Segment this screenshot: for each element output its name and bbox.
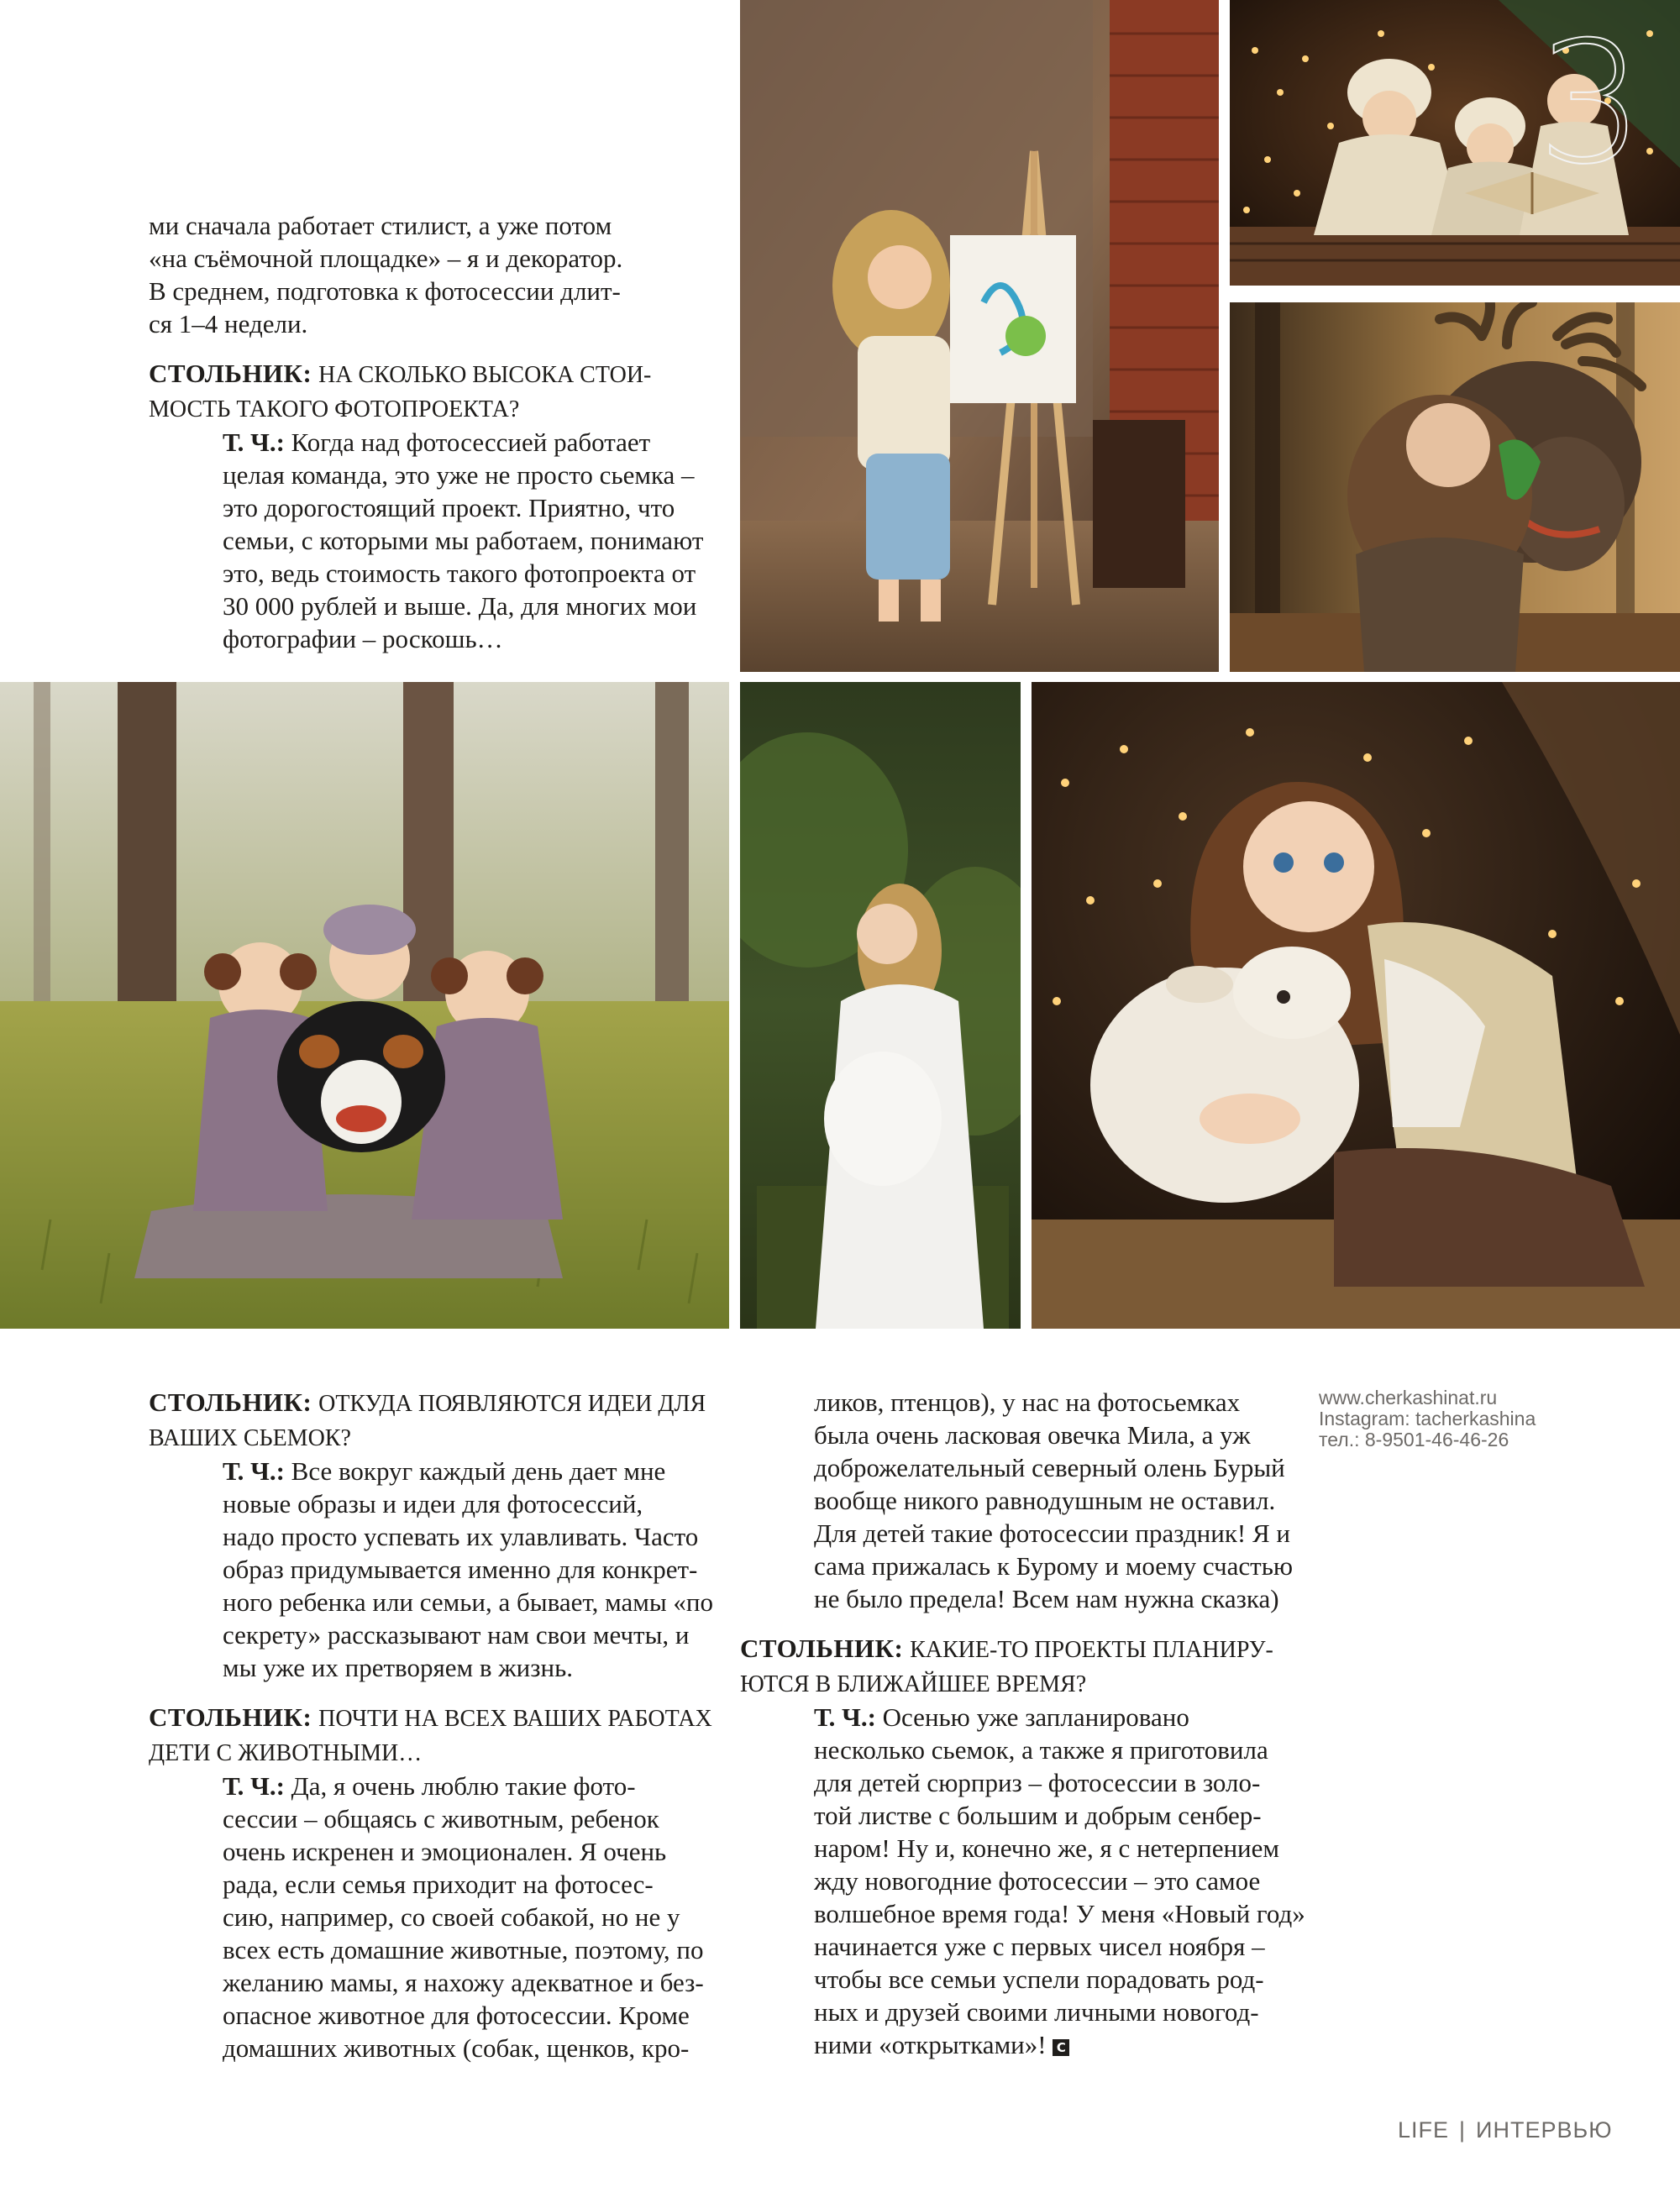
answer-line: волшебное время года! У меня «Новый год»: [814, 1899, 1305, 1928]
instagram-handle: Instagram: tacherkashina: [1319, 1408, 1536, 1429]
answer-line: вообще никого равнодушным не оставил.: [814, 1486, 1276, 1515]
answer-line: рада, если семья приходит на фотосес-: [223, 1870, 654, 1899]
answer-line: не было предела! Всем нам нужна сказка): [814, 1584, 1279, 1613]
answer-line: новые образы и идеи для фотосессий,: [223, 1489, 643, 1518]
answer-line: доброжелательный северный олень Бурый: [814, 1453, 1285, 1482]
end-of-article-mark: С: [1053, 2039, 1069, 2056]
answer-line: очень искренен и эмоционален. Я очень: [223, 1837, 667, 1866]
answer-line: чтобы все семьи успели порадовать род-: [814, 1964, 1264, 1994]
answer-line: сама прижалась к Бурому и моему счастью: [814, 1551, 1293, 1581]
question-ideas: [149, 1386, 737, 1455]
answer-line: это дорогостоящий проект. Приятно, что: [223, 493, 675, 522]
answer-line: всех есть домашние животные, поэтому, по: [223, 1935, 704, 1964]
answer-animals: [149, 1770, 737, 2064]
answer-line: Когда над фотосессией работает: [291, 427, 651, 457]
question-line: ДЕТИ С ЖИВОТНЫМИ…: [149, 1740, 423, 1766]
phone-number: тел.: 8-9501-46-46-26: [1319, 1429, 1509, 1450]
answer-line: ных и друзей своими личными новогод-: [814, 1997, 1259, 2027]
footer-rubric: ИНТЕРВЬЮ: [1476, 2117, 1613, 2143]
question-line: ВАШИХ СЬЕМОК?: [149, 1425, 351, 1451]
answer-line: начинается уже с первых чисел ноября –: [814, 1932, 1265, 1961]
question-animals: [149, 1701, 737, 1770]
answer-line: ликов, птенцов), у нас на фотосьемках: [814, 1387, 1241, 1417]
intro-line: В среднем, подготовка к фотосессии длит-: [149, 276, 621, 306]
footer-section: LIFE: [1398, 2117, 1450, 2143]
question-cost: [149, 357, 720, 426]
question-line: ОТКУДА ПОЯВЛЯЮТСЯ ИДЕИ ДЛЯ: [318, 1391, 706, 1417]
article-column-left: [149, 1386, 737, 2064]
photo-girl-with-reindeer: [1230, 302, 1680, 672]
answer-line: Для детей такие фотосессии праздник! Я и: [814, 1518, 1290, 1548]
answer-line: фотографии – роскошь…: [223, 624, 503, 653]
answer-line: для детей сюрприз – фотосессии в золо-: [814, 1768, 1261, 1797]
answer-line: сессии – общаясь с животным, ребенок: [223, 1804, 659, 1833]
answer-line: сию, например, со своей собакой, но не у: [223, 1902, 680, 1932]
answer-line: целая команда, это уже не просто сьемка –: [223, 460, 695, 490]
answer-line: ними «открытками»!: [814, 2030, 1047, 2059]
answer-line: была очень ласковая овечка Мила, а уж: [814, 1420, 1251, 1450]
answer-line: мы уже их претворяем в жизнь.: [223, 1653, 573, 1682]
question-line: ПОЧТИ НА ВСЕХ ВАШИХ РАБОТАХ: [318, 1706, 712, 1732]
contact-info: [1319, 1387, 1537, 1450]
photo-girl-hugging-lamb: [1032, 682, 1680, 1329]
question-tag: СТОЛЬНИК:: [149, 1702, 312, 1732]
answer-line: это, ведь стоимость такого фотопроекта от: [223, 559, 696, 588]
answer-line: секрету» рассказывают нам свои мечты, и: [223, 1620, 690, 1650]
answer-line: Все вокруг каждый день дает мне: [291, 1456, 666, 1486]
answer-tag: Т. Ч.:: [223, 1771, 285, 1801]
answer-plans: [740, 1701, 1311, 2061]
photo-children-with-dog: [0, 682, 729, 1329]
answer-line: несколько сьемок, а также я приготовила: [814, 1735, 1268, 1765]
answer-line: Да, я очень люблю такие фото-: [291, 1771, 636, 1801]
answer-line: опасное животное для фотосессии. Кроме: [223, 2001, 690, 2030]
answer-line: Осенью уже запланировано: [882, 1702, 1189, 1732]
question-tag: СТОЛЬНИК:: [740, 1634, 904, 1663]
article-column-right: [740, 1386, 1311, 2061]
answer-line: 30 000 рублей и выше. Да, для многих мои: [223, 591, 697, 621]
website-link[interactable]: www.cherkashinat.ru: [1319, 1387, 1498, 1408]
footer-separator: |: [1459, 2117, 1467, 2143]
answer-line: образ придумывается именно для конкрет-: [223, 1555, 698, 1584]
question-plans: [740, 1632, 1311, 1701]
answer-tag: Т. Ч.:: [814, 1702, 876, 1732]
answer-line: надо просто успевать их улавливать. Часто: [223, 1522, 699, 1551]
answer-line: домашних животных (собак, щенков, кро-: [223, 2033, 690, 2063]
intro-line: ми сначала работает стилист, а уже потом: [149, 211, 612, 240]
question-line: ЮТСЯ В БЛИЖАЙШЕЕ ВРЕМЯ?: [740, 1671, 1087, 1697]
question-tag: СТОЛЬНИК:: [149, 359, 312, 388]
answer-tag: Т. Ч.:: [223, 1456, 285, 1486]
answer-tag: Т. Ч.:: [223, 427, 285, 457]
article-top-column: [149, 209, 720, 655]
intro-line: «на съёмочной площадке» – я и декоратор.: [149, 244, 623, 273]
answer-line: наром! Ну и, конечно же, я с нетерпением: [814, 1833, 1280, 1863]
answer-line: желанию мамы, я нахожу адекватное и без-: [223, 1968, 704, 1997]
answer-cost: [149, 426, 720, 655]
photo-girl-painting: [740, 0, 1219, 672]
answer-line: ного ребенка или семьи, а бывает, мамы «по: [223, 1587, 714, 1617]
photo-woman-in-white-dress: [740, 682, 1021, 1329]
answer-line: семьи, с которыми мы работаем, понимают: [223, 526, 704, 555]
answer-ideas: [149, 1455, 737, 1684]
question-tag: СТОЛЬНИК:: [149, 1387, 312, 1417]
answer-line: жду новогодние фотосессии – это самое: [814, 1866, 1261, 1896]
answer-animals-continued: [740, 1386, 1311, 1615]
page-footer: [1398, 2117, 1612, 2143]
answer-line: той листве с большим и добрым сенбер-: [814, 1801, 1262, 1830]
question-line: НА СКОЛЬКО ВЫСОКА СТОИ-: [318, 362, 652, 388]
question-line: МОСТЬ ТАКОГО ФОТОПРОЕКТА?: [149, 396, 520, 422]
page-number: 3: [1537, 6, 1645, 202]
intro-line: ся 1–4 недели.: [149, 309, 308, 338]
question-line: КАКИЕ-ТО ПРОЕКТЫ ПЛАНИРУ-: [910, 1637, 1273, 1663]
